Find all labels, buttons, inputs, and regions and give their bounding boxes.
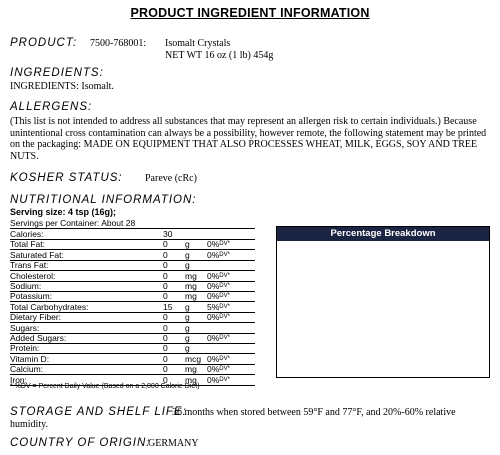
- page-title: PRODUCT INGREDIENT INFORMATION: [130, 6, 370, 20]
- nutrient-unit: g: [185, 343, 190, 354]
- nutrient-amount: 0: [163, 353, 168, 364]
- origin-heading: COUNTRY OF ORIGIN:: [10, 437, 151, 449]
- product-name: Isomalt Crystals: [165, 38, 231, 49]
- percentage-breakdown-header: Percentage Breakdown: [277, 227, 489, 241]
- nutrition-row: [10, 323, 255, 334]
- nutrient-label: Vitamin D:: [10, 353, 50, 364]
- nutrient-percent-dv: [207, 271, 230, 281]
- nutrition-row: [10, 312, 255, 323]
- nutrition-row: [10, 250, 255, 261]
- dv-suffix: DV*: [219, 366, 230, 373]
- kosher-heading: KOSHER STATUS:: [10, 172, 123, 184]
- nutrition-row: [10, 239, 255, 250]
- nutrient-unit: g: [185, 260, 190, 271]
- nutrient-label: Sodium:: [10, 281, 42, 291]
- nutrition-row: [10, 281, 255, 292]
- nutrient-amount: 0: [163, 343, 168, 354]
- dv-suffix: DV*: [219, 335, 230, 341]
- nutrient-amount: 0: [163, 374, 168, 385]
- nutrient-percent-dv: [207, 312, 230, 322]
- product-heading: PRODUCT:: [10, 37, 78, 49]
- percent-value: 0%: [207, 312, 220, 323]
- nutrient-label: Iron:: [10, 374, 28, 385]
- dv-suffix: DV*: [219, 376, 230, 383]
- nutrient-amount: 0: [163, 239, 168, 250]
- storage-heading: STORAGE AND SHELF LIFE:: [10, 406, 187, 418]
- nutrition-row: [10, 354, 255, 365]
- dv-suffix: DV*: [219, 251, 230, 258]
- nutrient-unit: mg: [185, 374, 197, 385]
- percent-value: 0%: [207, 364, 220, 375]
- percent-value: 0%: [207, 249, 220, 260]
- nutrient-amount: 0: [163, 281, 168, 291]
- origin-value: GERMANY: [148, 438, 199, 449]
- serving-size: Serving size: 4 tsp (16g);: [10, 207, 117, 217]
- nutrient-unit: g: [185, 239, 190, 250]
- dv-suffix: DV*: [219, 241, 230, 248]
- nutrient-amount: 0: [163, 249, 168, 260]
- nutrition-row: [10, 229, 255, 240]
- nutrient-label: Cholesterol:: [10, 270, 56, 281]
- nutrient-unit: g: [185, 322, 190, 333]
- nutrient-amount: 15: [163, 301, 173, 312]
- nutrition-row: [10, 271, 255, 282]
- nutrient-amount: 0: [163, 333, 168, 343]
- ingredients-text: INGREDIENTS: Isomalt.: [10, 81, 114, 92]
- nutrient-amount: 0: [163, 364, 168, 375]
- nutrient-amount: 0: [163, 291, 168, 302]
- dv-suffix: DV*: [219, 293, 230, 300]
- nutrient-percent-dv: [207, 239, 230, 249]
- nutrition-row: [10, 343, 255, 354]
- storage-line-1: 36 months when stored between 59°F and 77°F, and 20%-60% relative: [172, 407, 456, 418]
- nutrient-label: Protein:: [10, 343, 40, 354]
- allergens-heading: ALLERGENS:: [10, 101, 93, 113]
- nutrition-row: [10, 364, 255, 375]
- nutrient-label: Saturated Fat:: [10, 249, 64, 260]
- percent-value: 0%: [207, 374, 220, 385]
- nutrition-row: [10, 260, 255, 271]
- nutrient-unit: mg: [185, 281, 197, 291]
- percent-value: 0%: [207, 281, 220, 291]
- nutrient-percent-dv: [207, 364, 230, 374]
- percent-value: 0%: [207, 353, 220, 364]
- dv-suffix: DV*: [219, 303, 230, 310]
- nutrient-amount: 30: [163, 229, 173, 239]
- nutrient-percent-dv: [207, 375, 230, 385]
- nutrient-unit: mg: [185, 270, 197, 281]
- percent-value: 0%: [207, 270, 220, 281]
- nutrient-label: Potassium:: [10, 291, 53, 302]
- servings-per-container: Servings per Container: About 28: [10, 218, 255, 229]
- dv-suffix: DV*: [219, 314, 230, 321]
- nutrient-label: Calories:: [10, 229, 44, 239]
- nutrition-row: [10, 291, 255, 302]
- dv-suffix: DV*: [219, 355, 230, 362]
- nutrient-label: Added Sugars:: [10, 333, 67, 343]
- nutrient-unit: mg: [185, 291, 197, 302]
- nutrient-amount: 0: [163, 322, 168, 333]
- nutrition-row: [10, 302, 255, 313]
- nutrient-label: Dietary Fiber:: [10, 312, 62, 323]
- nutrient-percent-dv: [207, 291, 230, 301]
- nutrient-amount: 0: [163, 312, 168, 323]
- percent-value: 0%: [207, 333, 220, 343]
- percentage-breakdown-panel: [276, 226, 490, 378]
- nutrient-percent-dv: [207, 281, 230, 291]
- nutrient-percent-dv: [207, 354, 230, 364]
- nutrient-unit: g: [185, 312, 190, 323]
- nutrition-heading: NUTRITIONAL INFORMATION:: [10, 194, 197, 206]
- kosher-value: Pareve (cRc): [145, 173, 197, 184]
- allergens-text: (This list is not intended to address all substances that may represent an allergen risk to certain individuals.) Because unintentional cross contamination can always be a possibility, however remote, the following statement may be printed on the packaging: MADE ON EQUIPMENT THAT ALSO PROCESSES WHEAT, MILK, EGGS, SOY AND TREE NUTS.: [10, 116, 487, 162]
- dv-suffix: DV*: [219, 283, 230, 289]
- nutrient-amount: 0: [163, 260, 168, 271]
- nutrient-label: Total Fat:: [10, 239, 45, 250]
- product-code: 7500-768001:: [90, 38, 147, 49]
- ingredients-heading: INGREDIENTS:: [10, 67, 104, 79]
- nutrient-unit: g: [185, 249, 190, 260]
- nutrient-unit: g: [185, 301, 190, 312]
- percent-value: 0%: [207, 291, 220, 302]
- nutrient-unit: mg: [185, 364, 197, 375]
- nutrient-label: Total Carbohydrates:: [10, 301, 89, 312]
- nutrient-percent-dv: [207, 250, 230, 260]
- storage-line-2: humidity.: [10, 419, 48, 430]
- dv-suffix: DV*: [219, 272, 230, 279]
- product-net-weight: NET WT 16 oz (1 lb) 454g: [165, 50, 274, 61]
- percent-value: 5%: [207, 301, 220, 312]
- nutrient-label: Trans Fat:: [10, 260, 49, 271]
- nutrition-row: [10, 333, 255, 344]
- dv-footnote: * %DV = Percent Daily Value (Based on a 2,000 Calorie Diet): [10, 383, 200, 390]
- nutrient-label: Calcium:: [10, 364, 44, 375]
- nutrient-percent-dv: [207, 333, 230, 343]
- nutrient-unit: mcg: [185, 353, 202, 364]
- nutrient-unit: g: [185, 333, 190, 343]
- nutrient-percent-dv: [207, 302, 230, 312]
- nutrient-label: Sugars:: [10, 322, 40, 333]
- nutrient-amount: 0: [163, 270, 168, 281]
- percent-value: 0%: [207, 239, 220, 250]
